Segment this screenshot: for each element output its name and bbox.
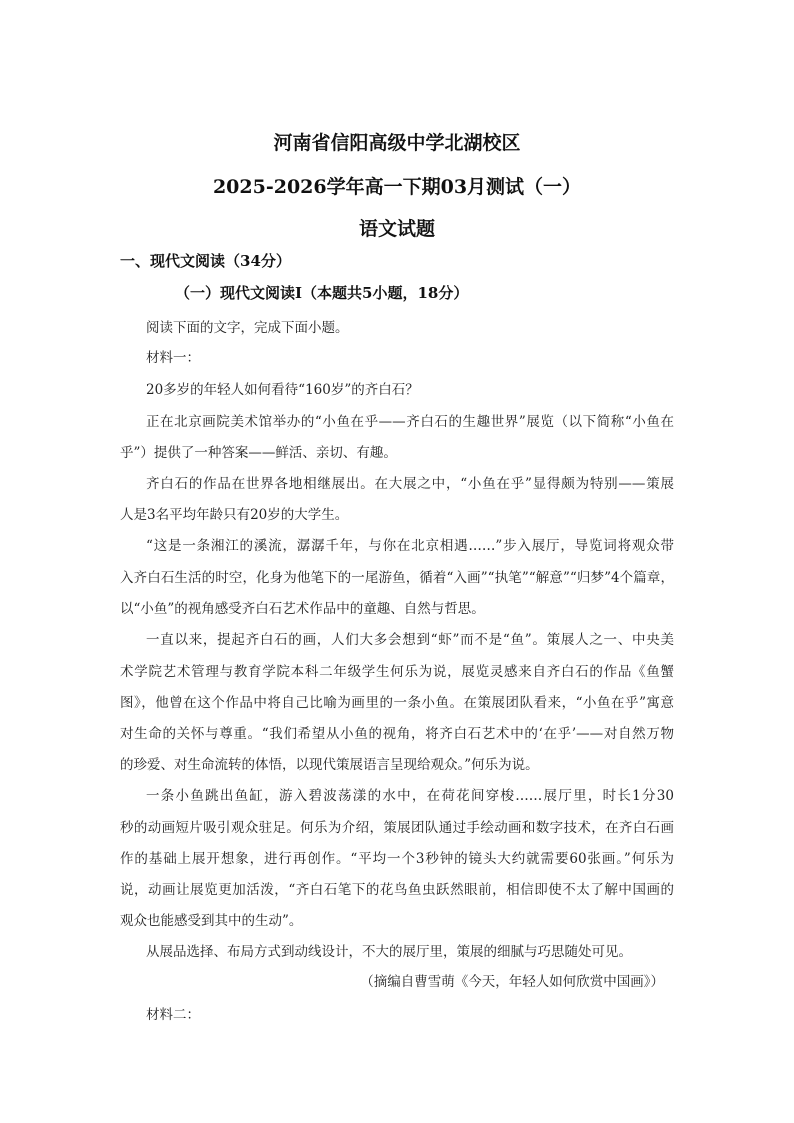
subject-title: 语文试题	[358, 218, 435, 240]
paragraph-line: 齐白石的作品在世界各地相继展出。在大展之中，“小鱼在乎”显得颇为特别——策展	[146, 476, 674, 492]
paragraph-line: “这是一条湘江的溪流，潺潺千年，与你在北京相遇……”步入展厅，导览词将观众带	[146, 538, 674, 554]
paragraph-line: 入齐白石生活的时空，化身为他笔下的一尾游鱼，循着“入画”“执笔”“解意”“归梦”4个篇章，	[120, 570, 674, 586]
paragraph-line: 乎”）提供了一种答案——鲜活、亲切、有趣。	[120, 445, 397, 461]
paragraph-line: 说，动画让展览更加活泼，“齐白石笔下的花鸟鱼虫跃然眼前，相信即使不太了解中国画的	[120, 882, 674, 898]
paragraph-line: 作的基础上展开想象，进行再创作。“平均一个3秒钟的镜头大约就需要60张画。”何乐为	[120, 851, 674, 867]
paragraph-line: 20多岁的年轻人如何看待“160岁”的齐白石？	[146, 382, 419, 398]
paragraph-line: 一条小鱼跳出鱼缸，游入碧波荡漾的水中，在荷花间穿梭……展厅里，时长1分30	[146, 788, 674, 804]
material-label: 材料二：	[146, 1007, 200, 1023]
paragraph-line: 秒的动画短片吸引观众驻足。何乐为介绍，策展团队通过手绘动画和数字技术，在齐白石画	[120, 820, 674, 836]
paragraph-line: 一直以来，提起齐白石的画，人们大多会想到“虾”而不是“鱼”。策展人之一、中央美	[146, 632, 674, 648]
section-heading: 一、现代文阅读（34分）	[120, 252, 291, 270]
subsection-heading: （一）现代文阅读I（本题共5小题，18分）	[175, 284, 469, 302]
paragraph-line: 以“小鱼”的视角感受齐白石艺术作品中的童趣、自然与哲思。	[120, 601, 485, 617]
paragraph-line: 图》，他曾在这个作品中将自己比喻为画里的一条小鱼。在策展团队看来，“小鱼在乎”寓意	[120, 695, 674, 711]
material-label: 材料一：	[146, 350, 200, 366]
paragraph-line: 术学院艺术管理与教育学院本科二年级学生何乐为说，展览灵感来自齐白石的作品《鱼蟹	[120, 664, 674, 680]
paragraph-line: 人是3名平均年龄只有20岁的大学生。	[120, 507, 349, 523]
paragraph-line: 从展品选择、布局方式到动线设计，不大的展厅里，策展的细腻与巧思随处可见。	[146, 944, 632, 960]
source-citation: （摘编自曹雪萌《今天，年轻人如何欣赏中国画》）	[360, 974, 664, 990]
instruction-text: 阅读下面的文字，完成下面小题。	[146, 320, 349, 336]
paragraph-line: 的珍爱、对生命流转的体悟，以现代策展语言呈现给观众。”何乐为说。	[120, 757, 539, 773]
exam-title: 2025-2026学年高一下期03月测试（一）	[212, 176, 582, 198]
paragraph-line: 观众也能感受到其中的生动”。	[120, 913, 303, 929]
paragraph-line: 正在北京画院美术馆举办的“小鱼在乎——齐白石的生趣世界”展览（以下简称“小鱼在	[146, 414, 674, 430]
paragraph-line: 对生命的关怀与尊重。“我们希望从小鱼的视角，将齐白石艺术中的‘在乎’——对自然万物	[120, 726, 674, 742]
school-title: 河南省信阳高级中学北湖校区	[273, 132, 521, 154]
